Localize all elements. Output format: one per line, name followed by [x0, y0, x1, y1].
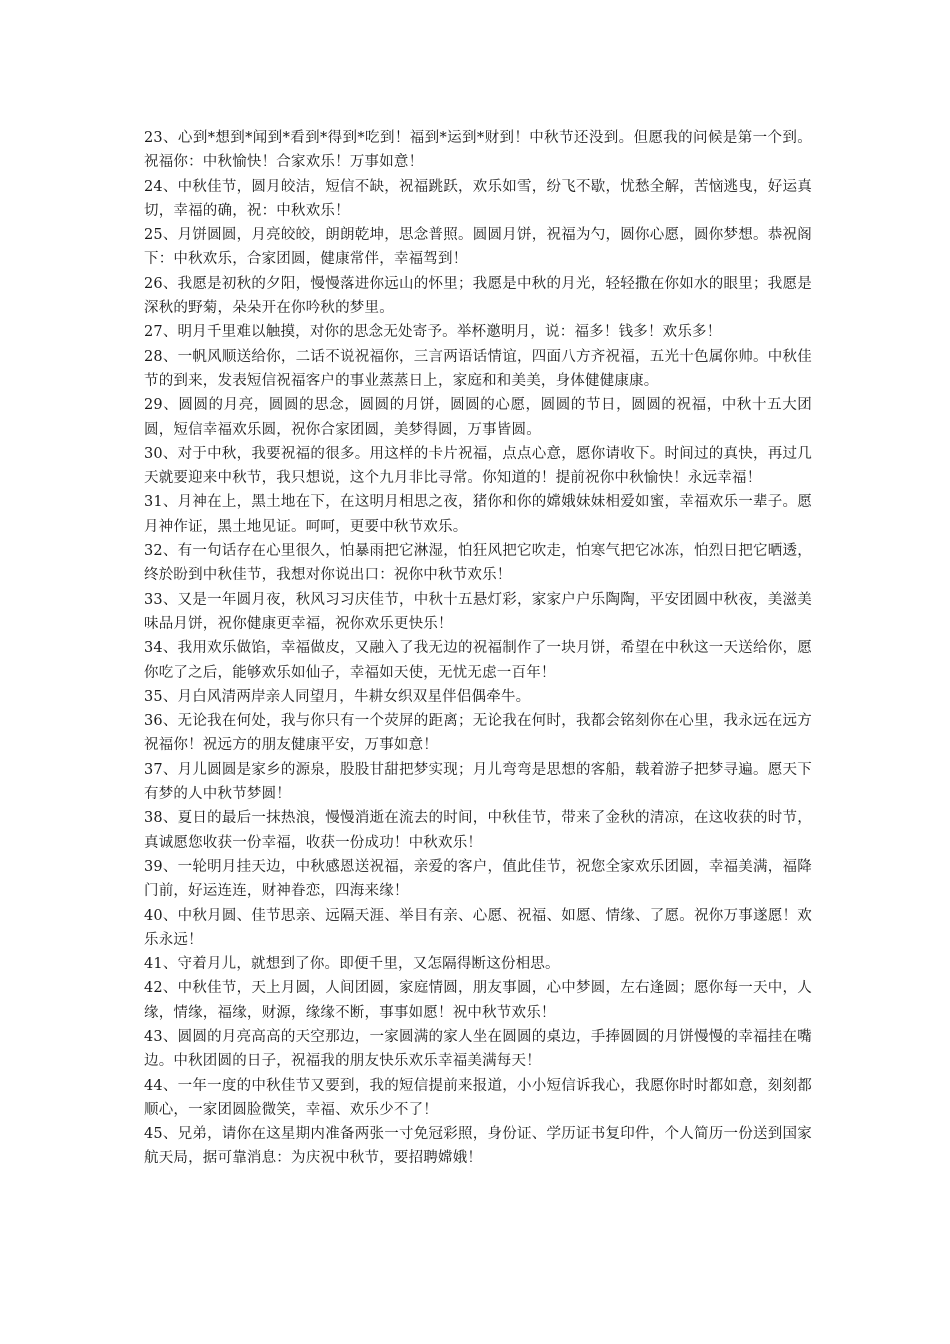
paragraph-24: 24、中秋佳节，圆月皎洁，短信不缺，祝福跳跃，欢乐如雪，纷飞不歇，忧愁全解，苦恼逃曳，好运真切，幸福的确，祝：中秋欢乐！: [144, 178, 812, 219]
paragraph-26: 26、我愿是初秋的夕阳，慢慢落进你远山的怀里；我愿是中秋的月光，轻轻撒在你如水的眼里；我愿是深秋的野菊，朵朵开在你吟秋的梦里。: [144, 275, 812, 317]
paragraph-29: 29、圆圆的月亮，圆圆的思念，圆圆的月饼，圆圆的心愿，圆圆的节日，圆圆的祝福，中秋十五大团圆，短信幸福欢乐圆，祝你合家团圆，美梦得圆，万事皆圆。: [144, 397, 812, 438]
paragraph-37: 37、月儿圆圆是家乡的源泉，股股甘甜把梦实现；月儿弯弯是思想的客船，载着游子把梦寻遍。愿天下有梦的人中秋节梦圆！: [144, 761, 812, 803]
paragraph-30: 30、对于中秋，我要祝福的很多。用这样的卡片祝福，点点心意，愿你请收下。时间过的真快，再过几天就要迎来中秋节，我只想说，这个九月非比寻常。你知道的！提前祝你中秋愉快！永远幸福！: [144, 445, 812, 487]
paragraph-36: 36、无论我在何处，我与你只有一个荧屏的距离；无论我在何时，我都会铭刻你在心里，我永远在远方祝福你！祝远方的朋友健康平安，万事如意！: [144, 713, 812, 754]
paragraph-25: 25、月饼圆圆，月亮皎皎，朗朗乾坤，思念普照。圆圆月饼，祝福为勺，圆你心愿，圆你梦想。恭祝阁下：中秋欢乐，合家团圆，健康常伴，幸福驾到！: [144, 227, 812, 268]
paragraph-38: 38、夏日的最后一抹热浪，慢慢消逝在流去的时间，中秋佳节，带来了金秋的清凉，在这收获的时节，真诚愿您收获一份幸福，收获一份成功！中秋欢乐！: [144, 810, 812, 851]
paragraph-28: 28、一帆风顺送给你，二话不说祝福你，三言两语话情谊，四面八方齐祝福，五光十色属你帅。中秋佳节的到来，发表短信祝福客户的事业蒸蒸日上，家庭和和美美，身体健健康康。: [144, 348, 812, 389]
paragraph-34: 34、我用欢乐做馅，幸福做皮，又融入了我无边的祝福制作了一块月饼，希望在中秋这一天送给你，愿你吃了之后，能够欢乐如仙子，幸福如天使，无忧无虑一百年！: [144, 640, 812, 681]
document-body: [144, 126, 812, 1171]
paragraph-35: 35、月白风清两岸亲人同望月，牛耕女织双星伴侣偶牵牛。: [144, 688, 531, 705]
paragraph-45: 45、兄弟，请你在这星期内准备两张一寸免冠彩照，身份证、学历证书复印件，个人简历一份送到国家航天局，据可靠消息：为庆祝中秋节，要招聘嫦娥！: [144, 1126, 812, 1167]
paragraph-43: 43、圆圆的月亮高高的天空那边，一家圆满的家人坐在圆圆的桌边，手捧圆圆的月饼慢慢的幸福挂在嘴边。中秋团圆的日子，祝福我的朋友快乐欢乐幸福美满每天！: [144, 1028, 812, 1070]
paragraph-44: 44、一年一度的中秋佳节又要到，我的短信提前来报道，小小短信诉我心，我愿你时时都如意，刻刻都顺心，一家团圆脸微笑，幸福、欢乐少不了！: [144, 1077, 812, 1118]
paragraph-32: 32、有一句话存在心里很久，怕暴雨把它淋湿，怕狂风把它吹走，怕寒气把它冰冻，怕烈日把它晒透，终於盼到中秋佳节，我想对你说出口：祝你中秋节欢乐！: [144, 543, 812, 584]
paragraph-42: 42、中秋佳节，天上月圆，人间团圆，家庭情圆，朋友事圆，心中梦圆，左右逢圆；愿你每一天中，人缘，情缘，福缘，财源，缘缘不断，事事如愿！祝中秋节欢乐！: [144, 980, 812, 1021]
paragraph-39: 39、一轮明月挂天边，中秋感恩送祝福，亲爱的客户，值此佳节，祝您全家欢乐团圆，幸福美满，福降门前，好运连连，财神眷恋，四海来缘！: [144, 858, 812, 900]
paragraph-27: 27、明月千里难以触摸，对你的思念无处寄予。举杯邀明月，说：福多！钱多！欢乐多！: [144, 324, 722, 341]
paragraph-40: 40、中秋月圆、佳节思亲、远隔天涯、举目有亲、心愿、祝福、如愿、情缘、了愿。祝你万事遂愿！欢乐永远！: [144, 907, 812, 948]
paragraph-23: 23、心到*想到*闻到*看到*得到*吃到！福到*运到*财到！中秋节还没到。但愿我的问候是第一个到。祝福你：中秋愉快！合家欢乐！万事如意！: [144, 130, 812, 171]
paragraph-31: 31、月神在上，黑土地在下，在这明月相思之夜，猪你和你的嫦娥妹妹相爱如蜜，幸福欢乐一辈子。愿月神作证，黑土地见证。呵呵，更要中秋节欢乐。: [144, 494, 812, 535]
paragraph-33: 33、又是一年圆月夜，秋风习习庆佳节，中秋十五悬灯彩，家家户户乐陶陶，平安团圆中秋夜，美滋美味品月饼，祝你健康更幸福，祝你欢乐更快乐！: [144, 591, 812, 632]
paragraph-41: 41、守着月儿，就想到了你。即便千里，又怎隔得断这份相思。: [144, 956, 560, 973]
